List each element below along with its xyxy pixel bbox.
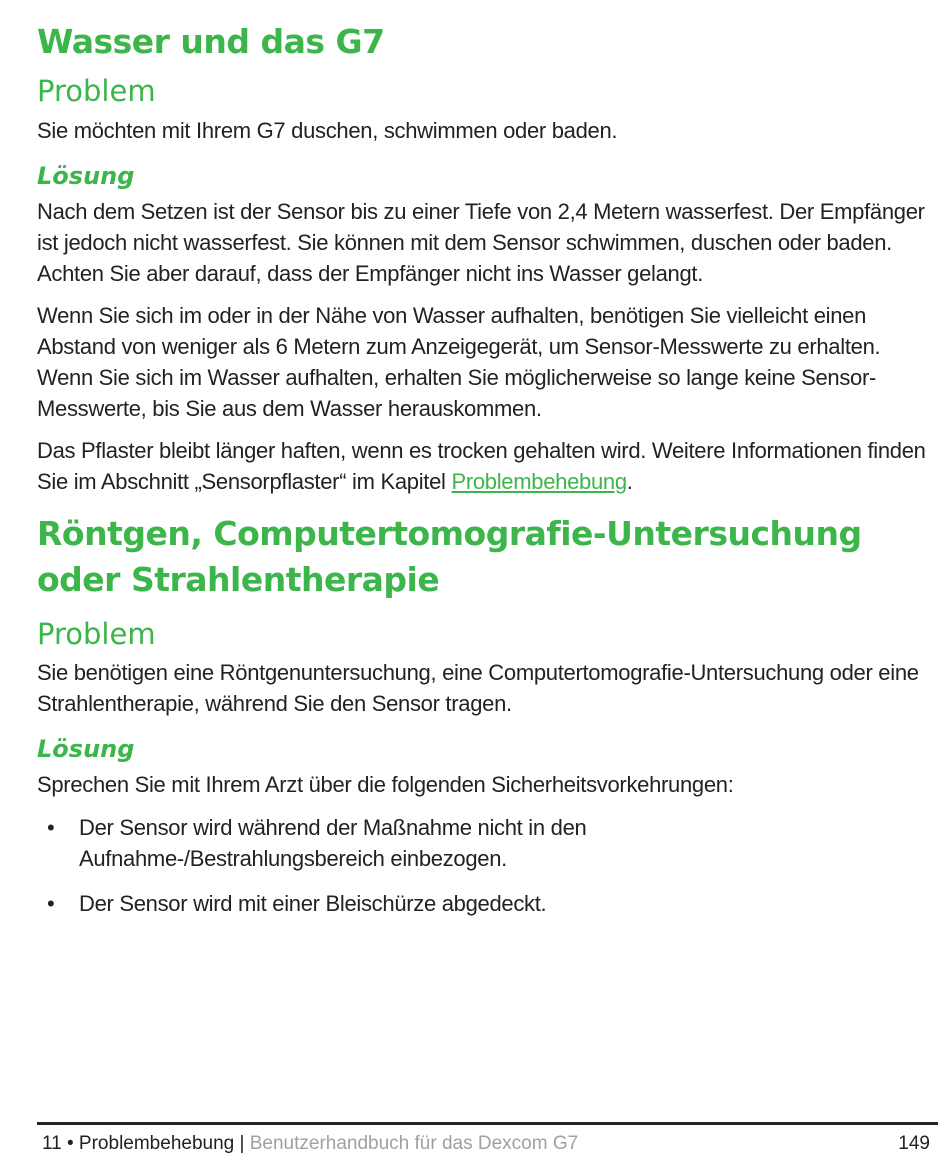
- problem-heading-xray: Problem: [37, 617, 156, 651]
- problembehebung-link[interactable]: Problembehebung: [451, 469, 627, 494]
- problem-heading-water: Problem: [37, 74, 156, 108]
- bullet-icon: •: [47, 815, 55, 840]
- section-title-xray: Röntgen, Computertomografie-Untersuchung oder Strahlentherapie: [37, 514, 862, 599]
- solution-paragraph-2: Wenn Sie sich im oder in der Nähe von Wasser aufhalten, benötigen Sie vielleicht einen Abstand von weniger als 6 Metern zum Anzeigegerät, um Sensor-Messwerte zu erhalten. Wenn Sie sich im Wasser aufhalten, erhalten Sie möglicherweise so lange keine Sensor-Messwerte, bis Sie aus dem Wasser herauskommen.: [37, 303, 881, 421]
- page-number: 149: [898, 1133, 930, 1154]
- footer-document-title: Benutzerhandbuch für das Dexcom G7: [249, 1133, 579, 1154]
- paragraph-3-end: .: [626, 469, 633, 494]
- solution-paragraph-3: [37, 435, 937, 497]
- list-item: [37, 888, 937, 919]
- section-title-water: Wasser und das G7: [37, 22, 385, 61]
- problem-text-xray: Sie benötigen eine Röntgenuntersuchung, eine Computertomografie-Untersuchung oder eine Strahlentherapie, während Sie den Sensor tragen.: [37, 660, 919, 716]
- problem-text-water: Sie möchten mit Ihrem G7 duschen, schwimmen oder baden.: [37, 118, 618, 143]
- paragraph-3-text: Das Pflaster bleibt länger haften, wenn es trocken gehalten wird. Weitere Informationen finden Sie im Abschnitt „Sensorpflaster“ im Kapitel: [37, 438, 926, 494]
- precautions-list: [37, 812, 937, 919]
- footer-separator: |: [234, 1133, 250, 1154]
- solution-heading-xray: Lösung: [37, 735, 135, 763]
- list-item-text: Der Sensor wird mit einer Bleischürze abgedeckt.: [79, 891, 547, 916]
- footer-chapter: 11 • Problembehebung: [42, 1133, 235, 1154]
- list-item-text: Der Sensor wird während der Maßnahme nicht in den Aufnahme-/Bestrahlungsbereich einbezogen.: [79, 815, 587, 871]
- footer-left: [42, 1132, 578, 1156]
- list-item: [37, 812, 799, 874]
- solution-heading-water: Lösung: [37, 162, 135, 190]
- solution-paragraph-1: Nach dem Setzen ist der Sensor bis zu einer Tiefe von 2,4 Metern wasserfest. Der Empfänger ist jedoch nicht wasserfest. Sie können mit dem Sensor schwimmen, duschen oder baden. Achten Sie aber darauf, dass der Empfänger nicht ins Wasser gelangt.: [37, 199, 925, 286]
- bullet-icon: •: [47, 891, 55, 916]
- document-page: [37, 0, 937, 919]
- footer-divider: [37, 1122, 938, 1125]
- solution-intro-xray: Sprechen Sie mit Ihrem Arzt über die folgenden Sicherheitsvorkehrungen:: [37, 772, 734, 797]
